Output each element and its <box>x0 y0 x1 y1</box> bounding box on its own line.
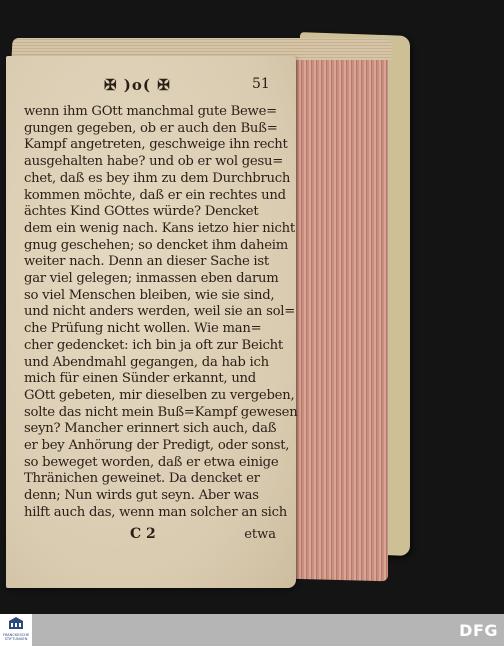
text-line: hilft auch das, wenn man solcher an sich <box>24 504 288 520</box>
text-line: cher gedencket: ich bin ja oft zur Beicht <box>24 337 283 353</box>
dfg-logo[interactable]: DFG <box>459 621 498 640</box>
text-line: chet, daß es bey ihm zu dem Durchbruch <box>24 170 291 186</box>
text-line: Thränichen geweinet. Da dencket er <box>24 471 260 487</box>
text-line: dem ein wenig nach. Kans ietzo hier nicht <box>24 220 295 236</box>
text-line: so beweget worden, daß er etwa einige <box>24 454 279 470</box>
text-line: wenn ihm GOtt manchmal gute Bewe= <box>24 104 277 119</box>
library-logo[interactable] <box>0 614 32 646</box>
text-line: Kampf angetreten, geschweige ihn recht <box>24 137 288 153</box>
text-line: gar viel gelegen; inmassen eben darum <box>24 271 279 287</box>
text-line: gungen gegeben, ob er auch den Buß= <box>24 120 278 136</box>
text-line: weiter nach. Denn an dieser Sache ist <box>24 254 269 270</box>
text-line: gnug geschehen; so dencket ihm daheim <box>24 237 288 253</box>
text-line: er bey Anhörung der Predigt, oder sonst, <box>24 438 290 454</box>
text-line: ausgehalten habe? und ob er wol gesu= <box>24 154 284 170</box>
text-line: mich für einen Sünder erkannt, und <box>24 371 256 387</box>
page-footer <box>24 526 276 544</box>
text-line: GOtt gebeten, mir dieselben zu vergeben, <box>24 387 295 403</box>
text-line: und nicht anders werden, weil sie an sol= <box>24 304 296 320</box>
text-line: seyn? Mancher erinnert sich auch, daß <box>24 421 277 437</box>
viewer-footer-bar <box>0 614 504 646</box>
text-line: che Prüfung nicht wollen. Wie man= <box>24 321 262 337</box>
page-number: 51 <box>252 76 270 92</box>
text-line: und Abendmahl gegangen, da hab ich <box>24 354 269 370</box>
signature-mark: C 2 <box>130 526 156 542</box>
page-edges <box>292 43 388 582</box>
building-icon <box>9 617 23 629</box>
text-line: solte das nicht mein Buß=Kampf gewesen <box>24 404 298 420</box>
header-ornament: ✠ )o( ✠ <box>104 76 171 94</box>
text-line: denn; Nun wirds gut seyn. Aber was <box>24 488 259 504</box>
text-line: ächtes Kind GOttes würde? Dencket <box>24 204 259 220</box>
text-line: so viel Menschen bleiben, wie sie sind, <box>24 287 275 303</box>
book-page <box>6 56 296 588</box>
body-text <box>24 104 298 522</box>
text-line: kommen möchte, daß er ein rechtes und <box>24 187 286 203</box>
catchword: etwa <box>244 527 276 542</box>
library-logo-text: FRANCKESCHE STIFTUNGEN <box>2 633 30 641</box>
